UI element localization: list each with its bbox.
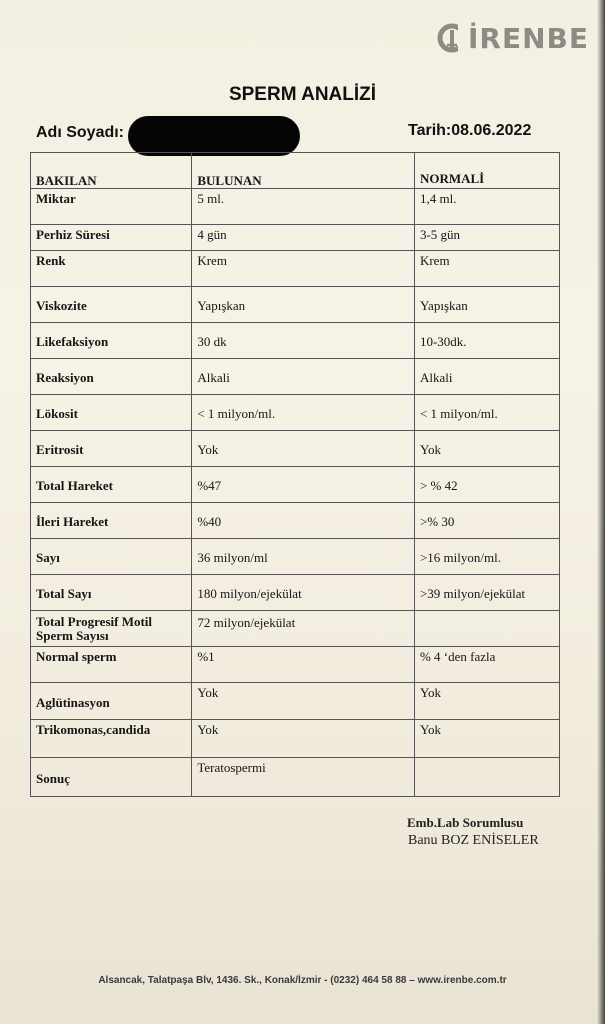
- param-cell: Aglütinasyon: [31, 683, 192, 720]
- normal-cell: >39 milyon/ejekülat: [414, 575, 559, 611]
- param-cell: Total Progresif Motil Sperm Sayısı: [31, 611, 192, 647]
- table-row: [31, 251, 560, 287]
- table-row: [31, 225, 560, 251]
- table-row: [31, 323, 560, 359]
- param-cell: İleri Hareket: [31, 503, 192, 539]
- found-cell: %47: [192, 467, 415, 503]
- report-date: Tarih:08.06.2022: [408, 122, 532, 139]
- param-cell: Normal sperm: [31, 647, 192, 683]
- signature-name: Banu BOZ ENİSELER: [408, 833, 539, 848]
- normal-cell: < 1 milyon/ml.: [414, 395, 559, 431]
- table-row: [31, 683, 560, 720]
- param-cell: Perhiz Süresi: [31, 225, 192, 251]
- normal-cell: Yapışkan: [414, 287, 559, 323]
- normal-cell: 10-30dk.: [414, 323, 559, 359]
- found-cell: Yok: [192, 720, 415, 758]
- table-row: [31, 467, 560, 503]
- table-row: [31, 287, 560, 323]
- param-cell: Miktar: [31, 189, 192, 225]
- table-row: [31, 539, 560, 575]
- table-row: [31, 189, 560, 225]
- found-cell: 30 dk: [192, 323, 415, 359]
- table-row: [31, 611, 560, 647]
- table-header-row: [31, 153, 560, 189]
- param-cell: Sayı: [31, 539, 192, 575]
- clinic-logo: [436, 16, 601, 60]
- normal-cell: % 4 ‘den fazla: [414, 647, 559, 683]
- found-cell: Krem: [192, 251, 415, 287]
- found-cell: Alkali: [192, 359, 415, 395]
- table-row: [31, 720, 560, 758]
- column-header-bakilan: BAKILAN: [31, 153, 192, 189]
- found-cell: 180 milyon/ejekülat: [192, 575, 415, 611]
- column-header-bulunan: BULUNAN: [192, 153, 415, 189]
- column-header-normali: NORMALİ: [414, 153, 559, 189]
- normal-cell: Alkali: [414, 359, 559, 395]
- found-cell: Yok: [192, 431, 415, 467]
- param-cell: Eritrosit: [31, 431, 192, 467]
- param-cell: Viskozite: [31, 287, 192, 323]
- found-cell: Yapışkan: [192, 287, 415, 323]
- table-row: [31, 359, 560, 395]
- normal-cell: >16 milyon/ml.: [414, 539, 559, 575]
- normal-cell: Yok: [414, 683, 559, 720]
- table-row: [31, 503, 560, 539]
- found-cell: Teratospermi: [192, 758, 415, 797]
- found-cell: %1: [192, 647, 415, 683]
- normal-cell: 1,4 ml.: [414, 189, 559, 225]
- normal-cell: [414, 611, 559, 647]
- logo-text: İRENBE: [468, 21, 590, 55]
- table-row: [31, 647, 560, 683]
- normal-cell: > % 42: [414, 467, 559, 503]
- analysis-table: [30, 152, 560, 797]
- param-cell: Lökosit: [31, 395, 192, 431]
- normal-cell: [414, 758, 559, 797]
- name-redaction: [128, 116, 300, 156]
- page-title: SPERM ANALİZİ: [228, 84, 377, 105]
- normal-cell: Yok: [414, 431, 559, 467]
- param-cell: Total Sayı: [31, 575, 192, 611]
- normal-cell: 3-5 gün: [414, 225, 559, 251]
- found-cell: Yok: [192, 683, 415, 720]
- table-row: [31, 431, 560, 467]
- table-row: [31, 395, 560, 431]
- footer-address: Alsancak, Talatpaşa Blv, 1436. Sk., Konak/İzmir - (0232) 464 58 88 – www.irenbe.com.tr: [98, 975, 507, 986]
- param-cell: Likefaksiyon: [31, 323, 192, 359]
- param-cell: Sonuç: [31, 758, 192, 797]
- found-cell: 5 ml.: [192, 189, 415, 225]
- signature-title: Emb.Lab Sorumlusu: [407, 815, 524, 830]
- param-cell: Renk: [31, 251, 192, 287]
- param-cell: Trikomonas,candida: [31, 720, 192, 758]
- normal-cell: Yok: [414, 720, 559, 758]
- logo-mark-icon: [436, 21, 466, 55]
- patient-name-label: Adı Soyadı:: [36, 124, 125, 141]
- normal-cell: Krem: [414, 251, 559, 287]
- found-cell: 36 milyon/ml: [192, 539, 415, 575]
- param-cell: Total Hareket: [31, 467, 192, 503]
- found-cell: 4 gün: [192, 225, 415, 251]
- found-cell: 72 milyon/ejekülat: [192, 611, 415, 647]
- param-cell: Reaksiyon: [31, 359, 192, 395]
- table-row: [31, 758, 560, 797]
- table-row: [31, 575, 560, 611]
- found-cell: < 1 milyon/ml.: [192, 395, 415, 431]
- found-cell: %40: [192, 503, 415, 539]
- normal-cell: >% 30: [414, 503, 559, 539]
